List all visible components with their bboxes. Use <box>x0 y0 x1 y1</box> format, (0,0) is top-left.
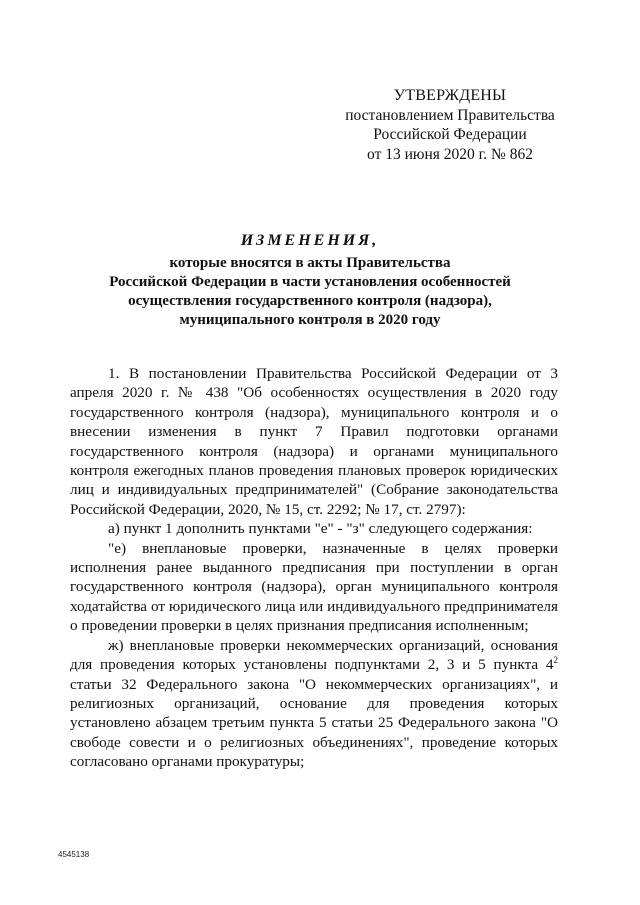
document-body <box>70 364 558 772</box>
approval-heading: УТВЕРЖДЕНЫ <box>393 87 507 104</box>
paragraph-2: а) пункт 1 дополнить пунктами "е" - "з" следующего содержания: <box>108 520 533 538</box>
paragraph-4-superscript: 2 <box>553 655 558 666</box>
approval-line-2: Российской Федерации <box>373 126 527 143</box>
paragraph-3: "е) внеплановые проверки, назначенные в целях проверки исполнения ранее выданного предписания при поступлении в орган государственного контроля (надзора), орган муниципального контроля ходатайства от юридического лица или индивидуального предпринимателя о проведении проверки в целях признания предписания исполненным; <box>70 539 558 635</box>
approval-line-1: постановлением Правительства <box>345 106 555 124</box>
title-subline-4: муниципального контроля в 2020 году <box>179 312 441 328</box>
title-subline-1: которые вносятся в акты Правительства <box>169 255 451 271</box>
document-code: 4545138 <box>58 850 90 859</box>
document-title-block <box>60 228 560 330</box>
title-subline-2: Российской Федерации в части установления особенностей <box>109 274 511 290</box>
approval-line-3: от 13 июня 2020 г. № 862 <box>367 145 533 163</box>
paragraph-4-part-2: статьи 32 Федерального закона "О некоммерческих организациях", и религиозных организаций, основание для проведения которых установлено абзацем третьим пункта 5 статьи 25 Федерального закона "О свободе совести и о религиозных объединениях", проведение которых согласовано органами прокуратуры; <box>70 675 558 771</box>
paragraph-4 <box>70 636 558 772</box>
paragraph-1: 1. В постановлении Правительства Российской Федерации от 3 апреля 2020 г. № 438 "Об особенностях осуществления в 2020 году государственного контроля (надзора), муниципального контроля и о внесении изменения в пункт 7 Правил подготовки органами государственного контроля (надзора) и органами муниципального контроля ежегодных планов проведения плановых проверок юридических лиц и индивидуальных предпринимателей" (Собрание законодательства Российской Федерации, 2020, № 15, ст. 2292; № 17, ст. 2797): <box>70 365 558 518</box>
title-subline-3: осуществления государственного контроля (надзора), <box>128 293 492 309</box>
document-title: ИЗМЕНЕНИЯ, <box>240 232 380 249</box>
paragraph-4-part-1: ж) внеплановые проверки некоммерческих организаций, основания для проведения которых установлены подпунктами 2, 3 и 5 пункта 4 <box>70 636 558 674</box>
approval-block <box>330 86 570 164</box>
